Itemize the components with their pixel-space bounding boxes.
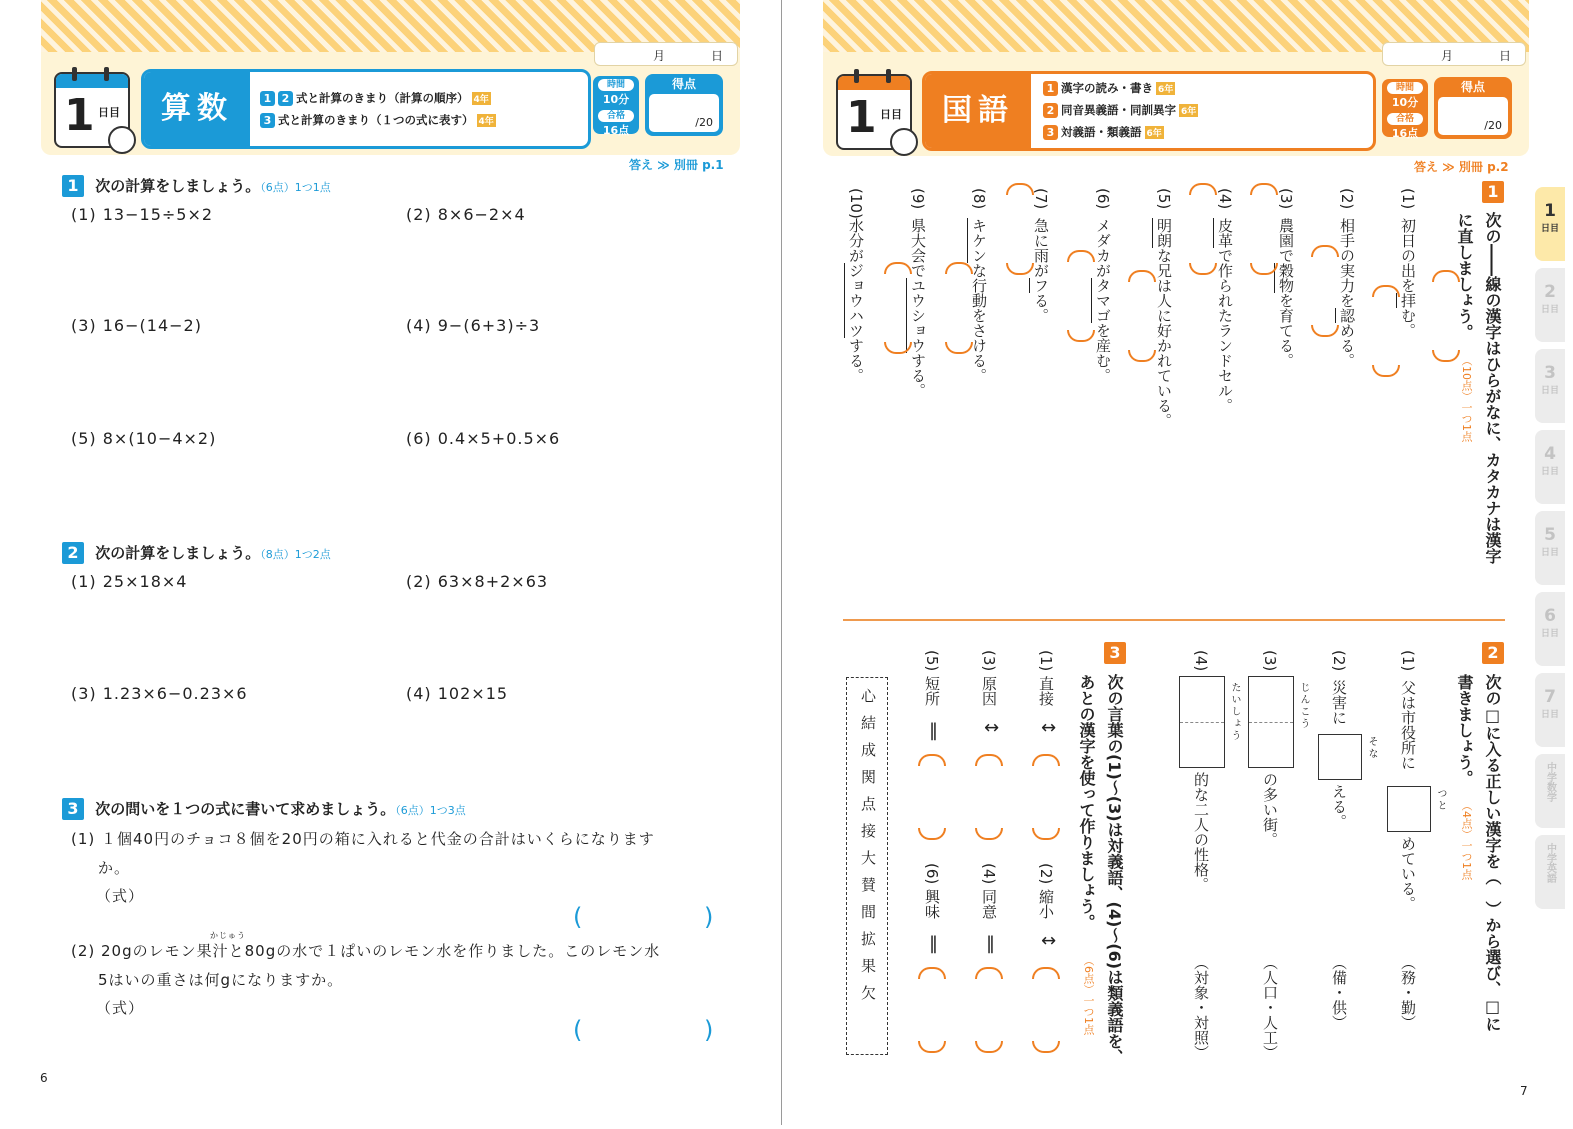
word-problem-1-cont: か。 xyxy=(98,859,131,877)
q1-item-10-sentence: 水分がジョウハツする。 xyxy=(847,218,865,383)
question-1-line-2: に直しましょう。 xyxy=(1455,212,1474,340)
answer-bracket-top[interactable] xyxy=(1189,183,1217,195)
day-number: 1 xyxy=(846,92,877,143)
formula-label-1: （式） xyxy=(96,887,145,905)
topic-row-1: 1 2 式と計算のきまり（計算の順序） 4年 xyxy=(260,90,491,106)
subject-box xyxy=(922,71,1376,151)
time-box: 時間 10分 合格 16点 xyxy=(593,76,639,134)
formula-label-2: （式） xyxy=(96,999,145,1017)
q3-item-2-relation-symbol: ↕ xyxy=(1037,933,1058,949)
q1-item-10-label: (10) xyxy=(847,188,865,219)
date-box[interactable]: 月 日 xyxy=(594,42,738,66)
q2-item-2-post: える。 xyxy=(1330,784,1348,829)
q3-item-5-word: 短所 xyxy=(923,676,941,706)
tab-day-7[interactable]: 7 日目 xyxy=(1535,673,1565,747)
tab-day-2[interactable]: 2 日目 xyxy=(1535,268,1565,342)
q2-item-2-answer-box[interactable] xyxy=(1318,734,1362,780)
day-unit: 日目 xyxy=(98,106,120,119)
q3-item-5-label: (5) xyxy=(923,650,941,672)
q1-item-6-sentence: メダカがタマゴを産む。 xyxy=(1094,218,1112,383)
q3-item-6-label: (6) xyxy=(923,863,941,885)
question-2-number: 2 xyxy=(1482,642,1504,664)
answer-bracket-bottom[interactable] xyxy=(1189,263,1217,275)
answer-bracket-top[interactable] xyxy=(1372,285,1400,297)
question-3-heading: 3 次の問いを１つの式に書いて求めましょう。（6点）1つ3点 xyxy=(62,798,466,820)
q2-item-3-answer-box[interactable] xyxy=(1248,676,1294,768)
answer-bracket-bottom[interactable] xyxy=(945,342,973,354)
question-3-line-1: 次の言葉の(1)〜(3)は対義語、(4)〜(6)は類義語を、 xyxy=(1105,674,1124,1066)
q3-item-2-word: 縮小 xyxy=(1037,889,1055,919)
q1-item-7-label: (7) xyxy=(1032,188,1050,210)
answer-bracket-top[interactable] xyxy=(918,967,946,979)
subject-box xyxy=(141,69,591,149)
subject-title: 算数 xyxy=(144,72,250,146)
problem-2-4: (4) 102×15 xyxy=(406,684,509,703)
q3-item-6-word: 興味 xyxy=(923,889,941,919)
question-1-line-1: 次の――線の漢字はひらがなに、カタカナは漢字 xyxy=(1483,212,1502,564)
problem-1-2: (2) 8×6−2×4 xyxy=(406,205,526,224)
q1-item-5-label: (5) xyxy=(1155,188,1173,210)
answer-bracket-bottom[interactable] xyxy=(918,828,946,840)
underlined-word: 皮革 xyxy=(1213,218,1234,248)
q2-item-3-furigana: じんこう xyxy=(1298,682,1309,730)
question-2-heading: 2 次の計算をしましょう。（8点）1つ2点 xyxy=(62,542,331,564)
answer-bracket-bottom[interactable] xyxy=(1032,828,1060,840)
question-3-number: 3 xyxy=(1104,642,1126,664)
q3-item-2-label: (2) xyxy=(1037,863,1055,885)
subject-title: 国語 xyxy=(925,74,1031,148)
q3-item-4-relation-symbol: ‖ xyxy=(980,933,1001,954)
q2-item-1-pre: 父は市役所に xyxy=(1399,680,1417,770)
topic-row-2: 3 式と計算のきまり（１つの式に表す） 4年 xyxy=(260,112,496,128)
answer-bracket-bottom[interactable] xyxy=(1128,350,1156,362)
time-box: 時間 10分 合格 16点 xyxy=(1382,79,1428,137)
underlined-word: フ xyxy=(1029,278,1050,293)
underlined-word: 穀物 xyxy=(1274,263,1295,293)
calendar-icon xyxy=(836,74,912,150)
answer-bracket-bottom[interactable] xyxy=(918,1041,946,1053)
clock-icon xyxy=(108,126,136,154)
tab-day-5[interactable]: 5 日目 xyxy=(1535,511,1565,585)
day-tabs xyxy=(1535,187,1565,916)
japanese-page xyxy=(782,0,1573,1125)
question-2-points: （4点）一つ1点 xyxy=(1460,800,1473,880)
score-box[interactable]: 得点 /20 xyxy=(645,74,723,136)
question-2-line-1: 次の□に入る正しい漢字を（ ）から選び、□に xyxy=(1483,674,1502,1032)
q3-item-4-label: (4) xyxy=(980,863,998,885)
problem-1-5: (5) 8×(10−4×2) xyxy=(71,429,217,448)
q2-item-4-furigana: たいしょう xyxy=(1229,682,1240,742)
q2-item-2-label: (2) xyxy=(1330,650,1348,672)
q3-item-4-word: 同意 xyxy=(980,889,998,919)
tab-day-6[interactable]: 6 日目 xyxy=(1535,592,1565,666)
q1-item-8-sentence: キケンな行動をさける。 xyxy=(970,218,988,383)
topic-row-2: 2 同音異義語・同訓異字 6年 xyxy=(1043,102,1198,118)
page-number: 7 xyxy=(1520,1084,1528,1098)
section-divider xyxy=(843,619,1505,621)
q3-item-3-relation-symbol: ↕ xyxy=(980,720,1001,736)
answer-bracket-top[interactable] xyxy=(1067,250,1095,262)
question-1-heading: 1 次の計算をしましょう。（6点）1つ1点 xyxy=(62,175,331,197)
math-page xyxy=(0,0,782,1125)
problem-1-4: (4) 9−(6+3)÷3 xyxy=(406,316,541,335)
answer-link[interactable]: 答え ≫ 別冊 p.1 xyxy=(629,158,724,172)
answer-bracket-bottom[interactable] xyxy=(1067,330,1095,342)
q1-item-2-sentence: 相手の実力を認める。 xyxy=(1338,218,1356,368)
problem-1-6: (6) 0.4×5+0.5×6 xyxy=(406,429,561,448)
word-problem-1: (1) １個40円のチョコ８個を20円の箱に入れると代金の合計はいくらになります xyxy=(71,830,655,848)
answer-bracket-bottom[interactable] xyxy=(1006,263,1034,275)
problem-2-3: (3) 1.23×6−0.23×6 xyxy=(71,684,248,703)
tab-jh-english[interactable]: 中学英語 xyxy=(1535,835,1565,909)
answer-bracket-top[interactable] xyxy=(1128,270,1156,282)
answer-bracket-top[interactable] xyxy=(1250,183,1278,195)
word-problem-2-cont: 5はいの重さは何gになりますか。 xyxy=(98,971,344,989)
word-problem-2: (2) 20gのレモン果汁と80gの水で１ぱいのレモン水を作りました。このレモン水 xyxy=(71,942,661,960)
underlined-word: ユウショウ xyxy=(906,278,927,353)
answer-bracket-top[interactable] xyxy=(945,262,973,274)
q2-item-3-post: の多い街。 xyxy=(1261,772,1279,847)
question-3-points: （6点）一つ1点 xyxy=(1082,955,1095,1035)
question-1-number: 1 xyxy=(1482,181,1504,203)
underlined-word: 明朗 xyxy=(1152,218,1173,248)
q2-item-2-furigana: そな xyxy=(1366,736,1377,760)
q1-item-3-sentence: 農園で穀物を育てる。 xyxy=(1277,218,1295,368)
tab-jh-math[interactable]: 中学数学 xyxy=(1535,754,1565,828)
tab-day-4[interactable]: 4 日目 xyxy=(1535,430,1565,504)
q1-item-3-label: (3) xyxy=(1277,188,1295,210)
answer-bracket-bottom[interactable] xyxy=(975,828,1003,840)
page-number: 6 xyxy=(40,1071,48,1085)
question-1-points: （10点）一つ1点 xyxy=(1460,355,1473,442)
day-number: 1 xyxy=(64,90,95,141)
problem-2-2: (2) 63×8+2×63 xyxy=(406,572,549,591)
furigana-kajuu: かじゅう xyxy=(210,931,246,940)
q2-item-3-choices: （人口・人工） xyxy=(1261,955,1279,1060)
q3-item-1-label: (1) xyxy=(1037,650,1055,672)
underlined-word: キケン xyxy=(967,218,988,263)
problem-2-1: (1) 25×18×4 xyxy=(71,572,188,591)
answer-bracket-bottom[interactable] xyxy=(1032,1041,1060,1053)
answer-bracket-bottom[interactable] xyxy=(1311,325,1339,337)
q2-item-1-label: (1) xyxy=(1399,650,1417,672)
underlined-word: タマゴ xyxy=(1091,278,1112,323)
answer-link[interactable]: 答え ≫ 別冊 p.2 xyxy=(1414,160,1509,174)
underlined-word: 認 xyxy=(1335,308,1356,323)
answer-bracket-top[interactable] xyxy=(975,754,1003,766)
q3-item-5-relation-symbol: ‖ xyxy=(923,720,944,741)
q1-item-4-label: (4) xyxy=(1216,188,1234,210)
q1-item-6-label: (6) xyxy=(1094,188,1112,210)
q1-item-9-label: (9) xyxy=(909,188,927,210)
topic-row-1: 1 漢字の読み・書き 6年 xyxy=(1043,80,1175,96)
question-3-line-2: あとの漢字を使って作りましょう。 xyxy=(1077,674,1096,930)
q3-item-1-word: 直接 xyxy=(1037,676,1055,706)
q1-item-8-label: (8) xyxy=(970,188,988,210)
q1-item-1-label: (1) xyxy=(1399,188,1417,210)
tab-day-1[interactable]: 1 日目 xyxy=(1535,187,1565,261)
q2-item-4-choices: （対象・対照） xyxy=(1192,955,1210,1060)
answer-bracket-top[interactable] xyxy=(1006,183,1034,195)
q1-item-5-sentence: 明朗な兄は人に好かれている。 xyxy=(1155,218,1173,428)
q2-item-1-choices: （務・勤） xyxy=(1399,955,1417,1030)
q3-item-3-word: 原因 xyxy=(980,676,998,706)
score-box[interactable]: 得点 /20 xyxy=(1434,77,1512,139)
kanji-choice-list: 心結成関点接大賛間拡果欠 xyxy=(846,677,888,1055)
underlined-word: 拝 xyxy=(1396,293,1417,308)
q2-item-4-answer-box[interactable] xyxy=(1179,676,1225,768)
answer-paren-open-1: ( xyxy=(573,903,583,931)
q1-item-2-label: (2) xyxy=(1338,188,1356,210)
calendar-icon xyxy=(54,72,130,148)
underlined-word: ジョウハツ xyxy=(844,263,865,338)
q1-item-1-sentence: 初日の出を拝む。 xyxy=(1399,218,1417,338)
clock-icon xyxy=(890,128,918,156)
q2-item-1-furigana: つと xyxy=(1435,788,1446,812)
answer-paren-open-2: ( xyxy=(573,1016,583,1044)
q3-item-3-label: (3) xyxy=(980,650,998,672)
problem-1-3: (3) 16−(14−2) xyxy=(71,316,202,335)
day-unit: 日目 xyxy=(880,108,902,121)
answer-paren-close-1: ) xyxy=(704,903,714,931)
q2-item-2-choices: （備・供） xyxy=(1330,955,1348,1030)
answer-bracket-top[interactable] xyxy=(1032,967,1060,979)
q2-item-2-pre: 災害に xyxy=(1330,680,1348,725)
topic-row-3: 3 対義語・類義語 6年 xyxy=(1043,124,1164,140)
q1-item-7-sentence: 急に雨がフる。 xyxy=(1032,218,1050,323)
q3-item-6-relation-symbol: ‖ xyxy=(923,933,944,954)
date-box[interactable]: 月 日 xyxy=(1382,42,1526,66)
q2-item-4-label: (4) xyxy=(1192,650,1210,672)
answer-bracket-top[interactable] xyxy=(975,967,1003,979)
q3-item-1-relation-symbol: ↕ xyxy=(1037,720,1058,736)
answer-paren-close-2: ) xyxy=(704,1016,714,1044)
answer-bracket-bottom[interactable] xyxy=(975,1041,1003,1053)
q1-item-9-sentence: 県大会でユウショウする。 xyxy=(909,218,927,398)
q1-item-4-sentence: 皮革で作られたランドセル。 xyxy=(1216,218,1234,413)
answer-bracket-top[interactable] xyxy=(918,754,946,766)
answer-bracket-top[interactable] xyxy=(884,262,912,274)
q2-item-1-answer-box[interactable] xyxy=(1387,786,1431,832)
q2-item-1-post: めている。 xyxy=(1399,836,1417,911)
answer-bracket-top[interactable] xyxy=(1311,245,1339,257)
answer-bracket-bottom[interactable] xyxy=(1372,365,1400,377)
tab-day-3[interactable]: 3 日目 xyxy=(1535,349,1565,423)
problem-1-1: (1) 13−15÷5×2 xyxy=(71,205,214,224)
q2-item-3-label: (3) xyxy=(1261,650,1279,672)
answer-bracket-bottom[interactable] xyxy=(1432,350,1460,362)
question-2-line-2: 書きましょう。 xyxy=(1455,674,1474,786)
q2-item-4-post: 的な二人の性格。 xyxy=(1192,772,1210,892)
answer-bracket-top[interactable] xyxy=(1032,754,1060,766)
